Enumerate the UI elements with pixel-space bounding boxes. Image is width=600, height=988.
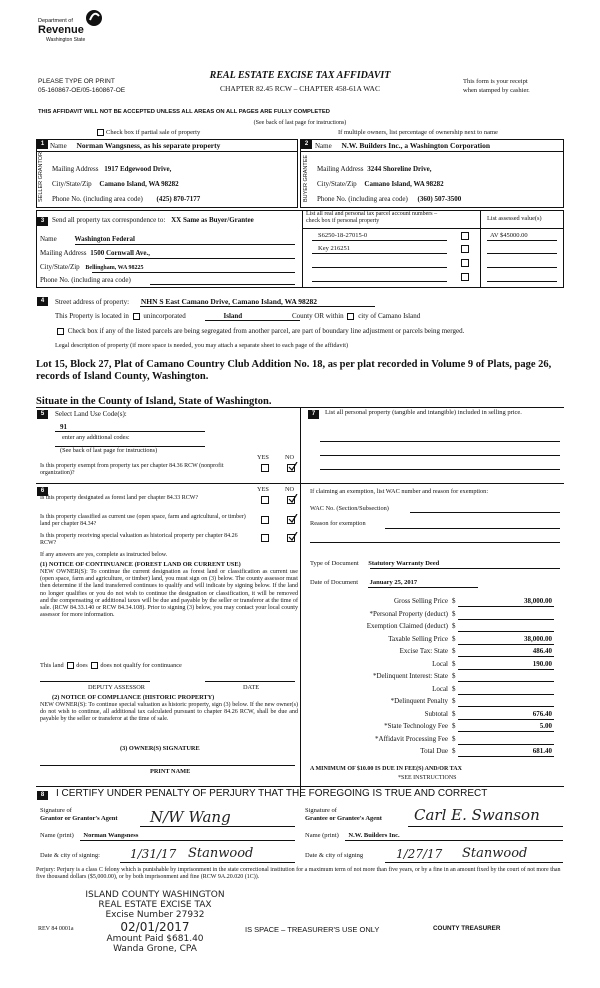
assessor-date: DATE [243, 684, 260, 691]
tax-row: Subtotal $ 676.40 [424, 709, 552, 718]
grantor-name[interactable]: Norman Wangsness [83, 832, 139, 839]
seller-mailing[interactable]: 1917 Edgewood Drive, [104, 165, 172, 173]
current-use-yes-checkbox[interactable] [261, 516, 269, 524]
tax-row: Total Due $ 681.40 [420, 747, 552, 755]
current-use-question: Is this property classified as current use (open space, farm and agricultural, or timber) land per chapter 84.34? [40, 514, 246, 527]
print-name-label: PRINT NAME [150, 768, 191, 775]
minimum-fee-note: A MINIMUM OF $10.00 IS DUE IN FEE(S) AND/OR TAX [310, 766, 462, 772]
parcel-1-checkbox[interactable] [461, 232, 469, 240]
buyer-name-row: Name N.W. Builders Inc., a Washington Corporation [315, 141, 491, 150]
doc-date-row: Date of Document January 25, 2017 [310, 579, 418, 586]
corr-city[interactable]: Bellingham, WA 98225 [85, 265, 144, 271]
city-of: city of Camano Island [358, 312, 421, 320]
dor-line3: Washington State [46, 37, 86, 43]
situate-county[interactable]: Situate in the County of Island, State of Washington. [36, 396, 272, 407]
corr-mailing[interactable]: 1500 Cornwall Ave., [90, 249, 150, 257]
section-5-tag: 5 [37, 410, 48, 419]
seller-name[interactable]: Norman Wangsness, as his separate property [76, 141, 221, 150]
exemption-claim-label: If claiming an exemption, list WAC number and reason for exemption: [310, 488, 489, 495]
correspondence-label: Send all property tax correspondence to: XX Same as Buyer/Grantee [52, 216, 254, 224]
grantor-sig-label: Signature of Grantor or Grantor's Agent [40, 807, 118, 822]
buyer-city-row: City/State/Zip Camano Island, WA 98282 [317, 180, 444, 188]
corr-name-row: Name Washington Federal [40, 235, 135, 243]
historic-question: Is this property receiving special valuation as historical property per chapter 84.26 RCW? [40, 533, 238, 546]
buyer-city[interactable]: Camano Island, WA 98282 [364, 180, 444, 188]
land-use-code[interactable]: 91 [60, 423, 67, 431]
tax-row: Local $ 190.00 [432, 659, 552, 668]
assessed-value-1[interactable]: AV $45000.00 [490, 232, 528, 239]
seller-mailing-row: Mailing Address 1917 Edgewood Drive, [52, 165, 172, 173]
doc-type-row: Type of Document Statutory Warranty Deed [310, 560, 440, 567]
compliance-title: (2) NOTICE OF COMPLIANCE (HISTORIC PROPERTY) [52, 694, 215, 701]
multiple-owners-note: If multiple owners, list percentage of ownership next to name [338, 129, 498, 136]
excise-tax-local[interactable]: 190.00 [532, 659, 552, 668]
parcel-header: List all real and personal tax parcel account numbers – check box if personal property [306, 211, 438, 224]
tax-row: Excise Tax: State $ 486.40 [399, 647, 552, 655]
tax-row: Exemption Claimed (deduct) $ [300, 622, 564, 635]
forest-no-checkbox[interactable] [287, 496, 295, 504]
seller-phone-row: Phone No. (including area code) (425) 870-7177 [52, 195, 201, 203]
technology-fee[interactable]: 5.00 [539, 722, 552, 730]
type-or-print: PLEASE TYPE OR PRINT [38, 78, 115, 85]
segregated-row: Check box if any of the listed parcels are being segregated from another parcel, are part of boundary line adjustment or parcels being merged. [55, 327, 464, 335]
corr-phone-row: Phone No. (including area code) [40, 276, 131, 284]
tax-row: *Personal Property (deduct) $ [300, 610, 564, 623]
gross-selling-price[interactable]: 38,000.00 [524, 597, 552, 605]
stamp-line-2: REAL ESTATE EXCISE TAX [98, 900, 212, 910]
rev-number: REV 84 0001a [38, 926, 74, 932]
exempt-no-checkbox[interactable] [287, 464, 295, 472]
taxable-selling-price[interactable]: 38,000.00 [524, 634, 552, 643]
no-header-5: NO [285, 454, 295, 461]
forest-question: Is this property designated as forest land per chapter 84.33 RCW? [40, 495, 199, 501]
seller-city[interactable]: Camano Island, WA 98282 [99, 180, 179, 188]
county-name[interactable]: Island [223, 312, 243, 320]
grantor-signature[interactable]: N/W Wang [150, 808, 231, 826]
wac-label: WAC No. (Section/Subsection) [310, 505, 389, 512]
stamp-line-5: Amount Paid $681.40 [106, 934, 204, 944]
tax-row: *State Technology Fee $ 5.00 [384, 722, 552, 730]
stamp-line-1: ISLAND COUNTY WASHINGTON [85, 890, 225, 900]
stamp-line-4: 02/01/2017 [120, 920, 190, 934]
deputy-assessor: DEPUTY ASSESSOR [88, 684, 145, 691]
current-use-no-checkbox[interactable] [287, 516, 295, 524]
buyer-phone[interactable]: (360) 507-3500 [417, 195, 462, 203]
grantee-date-row: Date & city of signing [305, 852, 364, 859]
historic-no-checkbox[interactable] [287, 534, 295, 542]
owner-signature-label: (3) OWNER(S) SIGNATURE [120, 745, 200, 752]
not-accepted-notice: THIS AFFIDAVIT WILL NOT BE ACCEPTED UNLESS ALL AREAS ON ALL PAGES ARE FULLY COMPLETED [38, 109, 330, 115]
reason-label: Reason for exemption [310, 520, 366, 527]
tax-row: *Delinquent Interest: State $ [300, 672, 564, 685]
grantor-date[interactable]: 1/31/17 [130, 847, 177, 861]
does-not-checkbox[interactable] [91, 662, 98, 669]
buyer-mailing[interactable]: 3244 Shoreline Drive, [367, 165, 432, 173]
segregated-checkbox[interactable] [57, 328, 64, 335]
total-due[interactable]: 681.40 [532, 747, 552, 755]
doc-type[interactable]: Statutory Warranty Deed [368, 560, 440, 567]
corr-city-row: City/State/Zip Bellingham, WA 98225 [40, 263, 144, 271]
grantor-city[interactable]: Stanwood [188, 846, 254, 861]
continuance-text: NEW OWNER(S): To continue the current designation as forest land or classification as current use (open space, farm and agriculture, or timber) land, you must sign on (3) below. The county assessor must then determine if the land transferred continues to qualify and will indicate by signing below. If the land no longer qualifies or you do not wish to continue the designation or classification, it will be removed and the compensating or additional taxes will be due and payable by the seller or transferor at the time of sale. (RCW 84.33.140 or RCW 84.34.108). Prior to signing (3) below, you may contact your local county assessor for more information. [40, 569, 298, 619]
section-8-tag: 8 [37, 791, 48, 800]
county-stamp [80, 890, 230, 954]
located-row: This Property is located in unincorporated Island County OR within city of Camano Island [55, 312, 421, 320]
dor-line2: Revenue [38, 24, 84, 36]
compliance-text: NEW OWNER(S): To continue special valuation as historic property, sign (3) below. If the new owner(s) do not wish to continue, all additional tax calculated pursuant to chapter 84.26 RCW, shall be due and payable by the seller or transferor at the time of sale. [40, 702, 298, 723]
corr-mailing-row: Mailing Address 1500 Cornwall Ave., [40, 249, 150, 257]
tax-row: Local $ [300, 685, 564, 698]
section-6-tag: 6 [37, 487, 48, 496]
parcel-3-checkbox[interactable] [461, 259, 469, 267]
seller-phone[interactable]: (425) 870-7177 [156, 195, 201, 203]
exempt-yes-checkbox[interactable] [261, 464, 269, 472]
section-2-tag: 2 [301, 140, 312, 149]
treasurer-space: IS SPACE – TREASURER'S USE ONLY [245, 925, 380, 934]
legal-label: Legal description of property (if more space is needed, you may attach a separate sheet to each page of the affidavit) [55, 342, 349, 349]
legal-description[interactable]: Lot 15, Block 27, Plat of Camano Country Club Addition No. 18, as per plat recorded in Volume 9 of Plats, page 26, records of Island County, Washington. [36, 359, 552, 382]
form-chapter: CHAPTER 82.45 RCW – CHAPTER 458-61A WAC [220, 84, 380, 93]
buyer-side-label: BUYER GRANTEE [303, 154, 309, 202]
receipt-note-1: This form is your receipt [463, 78, 528, 85]
tax-row: *Delinquent Penalty $ [300, 697, 564, 710]
stamp-line-6: Wanda Grone, CPA [113, 944, 197, 954]
seller-side-label: SELLER GRANTOR [38, 151, 44, 202]
exempt-question: Is this property exempt from property tax per chapter 84.36 RCW (nonprofit organization)? [40, 463, 224, 476]
parcel-2-checkbox[interactable] [461, 245, 469, 253]
grantee-date[interactable]: 1/27/17 [396, 847, 443, 861]
form-title: REAL ESTATE EXCISE TAX AFFIDAVIT [209, 70, 391, 81]
see-back-notice: (See back of last page for instructions) [253, 120, 347, 126]
section-7-tag: 7 [308, 410, 319, 419]
tax-row: Taxable Selling Price $ 38,000.00 [388, 634, 552, 643]
this-land-row: This land does does not qualify for continuance [40, 662, 182, 669]
if-yes-instructions: If any answers are yes, complete as instructed below. [40, 552, 168, 558]
see-instructions: *SEE INSTRUCTIONS [398, 775, 457, 781]
section-1-tag: 1 [37, 140, 48, 149]
certify-statement: I CERTIFY UNDER PENALTY OF PERJURY THAT THE FOREGOING IS TRUE AND CORRECT [56, 788, 488, 799]
tax-row: *Affidavit Processing Fee $ [300, 735, 564, 748]
seller-name-label: Name [50, 142, 67, 150]
land-use-label: Select Land Use Code(s): [55, 410, 127, 418]
file-ids: 05-160867-OE/05-160867-OE [38, 87, 126, 94]
buyer-mailing-row: Mailing Address 3244 Shoreline Drive, [317, 165, 432, 173]
parcel-4-checkbox[interactable] [461, 273, 469, 281]
unincorporated-checkbox[interactable] [133, 313, 140, 320]
dor-swirl-icon [84, 8, 104, 28]
county-treasurer: COUNTY TREASURER [433, 925, 501, 932]
grantor-name-row: Name (print) Norman Wangsness [40, 832, 139, 839]
section-4-tag: 4 [37, 297, 48, 306]
parcel-number-1[interactable]: S6250-18-27015-0 [318, 232, 368, 239]
section-3-tag: 3 [37, 217, 48, 226]
historic-yes-checkbox[interactable] [261, 534, 269, 542]
city-checkbox[interactable] [347, 313, 354, 320]
corr-name[interactable]: Washington Federal [74, 235, 135, 243]
assessed-header: List assessed value(s) [487, 215, 542, 222]
grantee-city[interactable]: Stanwood [462, 846, 528, 861]
excise-tax-state[interactable]: 486.40 [532, 647, 552, 655]
yes-header-5: YES [257, 454, 269, 461]
seller-city-row: City/State/Zip Camano Island, WA 98282 [52, 180, 179, 188]
same-as-buyer[interactable]: XX Same as Buyer/Grantee [171, 216, 254, 224]
street-address[interactable]: NHN S East Camano Drive, Camano Island, WA 98282 [140, 297, 317, 306]
personal-property-label: List all personal property (tangible and intangible) included in selling price. [325, 409, 522, 416]
partial-sale-checkbox[interactable] [97, 129, 104, 136]
dor-line1: Department of [38, 18, 73, 24]
doc-date[interactable]: January 25, 2017 [369, 579, 418, 586]
grantor-date-row: Date & city of signing: [40, 852, 100, 859]
yes-header-6: YES [257, 486, 269, 493]
perjury-notice: Perjury: Perjury is a class C felony which is punishable by imprisonment in the state correctional institution for a maximum term of not more than five years, or by a fine in an amount fixed by the court of not more than five thousand dollars ($5,000.00), or by both imprisonment and fine (RCW 9A.20.020 (1C)). [36, 867, 561, 881]
forest-yes-checkbox[interactable] [261, 496, 269, 504]
receipt-note-2: when stamped by cashier. [463, 87, 530, 94]
does-checkbox[interactable] [67, 662, 74, 669]
buyer-name[interactable]: N.W. Builders Inc., a Washington Corporation [341, 141, 491, 150]
street-row: Street address of property: NHN S East Camano Drive, Camano Island, WA 98282 [55, 297, 317, 306]
grantee-signature[interactable]: Carl E. Swanson [414, 806, 540, 824]
seller-name-row [50, 141, 296, 150]
subtotal[interactable]: 676.40 [532, 709, 552, 718]
partial-sale: Check box if partial sale of property [95, 129, 200, 136]
tax-row: Gross Selling Price $ 38,000.00 [393, 597, 552, 605]
grantee-sig-label: Signature of Grantee or Grantee's Agent [305, 807, 382, 822]
grantee-name-row: Name (print) N.W. Builders Inc. [305, 832, 400, 839]
continuance-title: (1) NOTICE OF CONTINUANCE (FOREST LAND OR CURRENT USE) [40, 561, 241, 568]
no-header-6: NO [285, 486, 295, 493]
tax-calculation-table [300, 597, 564, 760]
land-use-see-back: (See back of last page for instructions) [60, 447, 158, 454]
additional-codes: enter any additional codes: [62, 434, 130, 441]
dor-logo [38, 8, 108, 48]
parcel-number-2[interactable]: Key 216251 [318, 245, 350, 252]
buyer-phone-row: Phone No. (including area code) (360) 507-3500 [317, 195, 462, 203]
stamp-line-3: Excise Number 27932 [105, 910, 205, 920]
grantee-name[interactable]: N.W. Builders Inc. [348, 832, 400, 839]
